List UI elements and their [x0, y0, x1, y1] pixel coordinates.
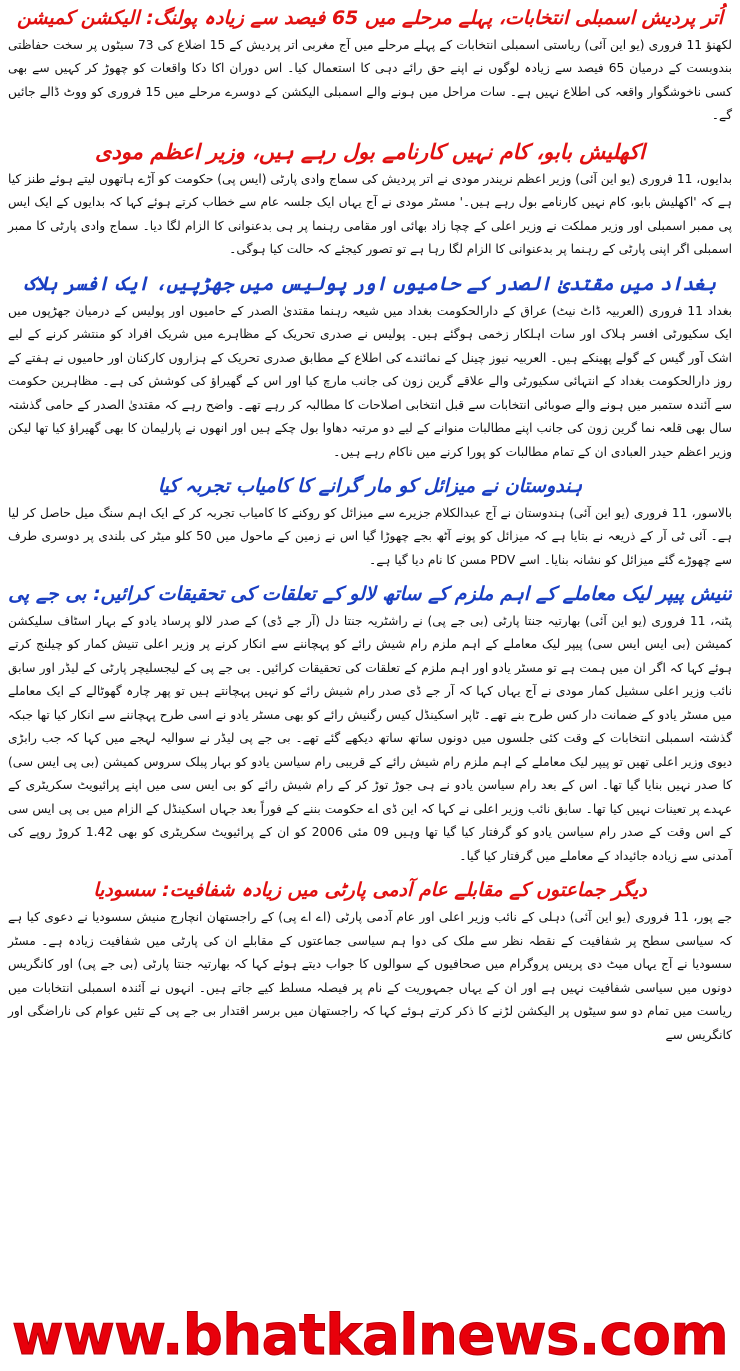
article-body: بغداد 11 فروری (العربیہ ڈاٹ نیٹ) عراق کے دارالحکومت بغداد میں شیعہ رہنما مقتدیٰ الصدر کے حامیوں اور پولیس کے درمیان جھڑپوں میں ایک سکیورٹی افسر ہلاک اور سات اہلکار زخمی ہوگئے ہیں۔ پولیس نے صدری تحریک کے مظاہرے میں شریک افراد کو منتشر کرنے کے لیے اشک آور گیس کے گولے پھینکے ہیں۔ العربیہ نیوز چینل کے نمائندے کی اطلاع کے مطابق صدری تحریک کے ہزاروں کارکنان اور حامیوں نے ہفتے کے روز دارالحکومت بغداد کے انتہائی سکیورٹی والے علاقے گرین زون کی جانب مارچ کیا اور اس کے گھیراؤ کی کوشش کی ہے۔ مظاہرین حکومت سے آئندہ ستمبر میں ہونے والے صوبائی انتخابات سے قبل انتخابی اصلاحات کا مطالبہ کر رہے تھے۔ واضح رہے کہ مقتدیٰ الصدر کے حامی گذشتہ سال بھی قلعہ نما گرین زون کی جانب اپنے مطالبات منوانے کے لیے دو مرتبہ دھاوا بول چکے ہیں اور انھوں نے پارلیمان کا بھی گھیراؤ کیا تھا لیکن وزیر اعظم حیدر العبادی ان کے تمام مطالبات کو پورا کرنے میں ناکام رہے ہیں۔ [8, 303, 733, 459]
headline: تنیش پیپر لیک معاملے کے اہم ملزم کے ساتھ لالو کے تعلقات کی تحقیقات کرائیں: بی جے پی [8, 583, 732, 606]
headline: دیگر جماعتوں کے مقابلے عام آدمی پارٹی میں زیادہ شفافیت: سسودیا [93, 879, 647, 902]
article-body: جے پور، 11 فروری (یو این آئی) دہلی کے نائب وزیر اعلی اور عام آدمی پارٹی (اے اے پی) کے راجستھان انچارج منیش سسودیا نے دعوی کیا ہے کہ سیاسی سطح پر شفافیت کے نقطہ نظر سے ملک کی دوا ہم سیاسی جماعتوں کے مقابلے ان کی پارٹی میں شفافیت زیادہ ہے۔ مسٹر سسودیا نے آج یہاں میٹ دی پریس پروگرام میں صحافیوں کے سوالوں کا جواب دیتے ہوئے کہا کہ بھارتیہ جنتا پارٹی (بی جے پی) اور کانگریس دونوں میں سیاسی شفافیت نہیں ہے اور ان کے یہاں جمہوریت کے نام پر فیصلہ مسلط کیے جاتے ہیں۔ انہوں نے آئندہ اسمبلی انتخابات میں ریاست میں تمام دو سو سیٹوں پر الیکشن لڑنے کا ذکر کرتے ہوئے کہا کہ راجستھان میں برسر اقتدار بی جے پی کے تئیں عوام کی ناراضگی اور کانگریس سے [8, 910, 732, 1042]
headline: ہندوستان نے میزائل کو مار گرانے کا کامیاب تجربہ کیا [157, 475, 583, 498]
article-election-polling [0, 0, 740, 128]
headline: اکھلیش بابو، کام نہیں کارنامے بول رہے ہیں، وزیر اعظم مودی [95, 139, 645, 164]
article-aap-transparency [0, 872, 740, 1047]
headline: اُتر پردیش اسمبلی انتخابات، پہلے مرحلے میں 65 فیصد سے زیادہ پولنگ: الیکشن کمیشن [16, 7, 724, 29]
article-body: پٹنہ، 11 فروری (یو این آئی) بھارتیہ جنتا پارٹی (بی جے پی) نے راشٹریہ جنتا دل (آر جے ڈی) کے صدر لالو پرساد یادو کے بہار اسٹاف سلیکشن کمیشن (بی ایس ایس سی) پیپر لیک معاملے کے اہم ملزم رام شیش رائے کو پہچاننے سے انکار کرنے پر وزیر اعلی تنیش کمار کو چیلنج کرتے ہوئے کہا کہ اگر ان میں ہمت ہے تو مسٹر یادو اور اہم ملزم کے تعلقات کی تحقیقات کرائیں۔ بی جے پی کے لیجسلیچر پارٹی کے لیڈر اور سابق نائب وزیر اعلی سشیل کمار مودی نے آج یہاں کہا کہ آر جے ڈی صدر رام شیش رائے کو نہیں پہچانتے ہیں تو پھر چارہ گھوٹالے کے ایک معاملے میں مسٹر یادو کے ضمانت دار کس طرح بنے تھے۔ ٹاپر اسکینڈل کیس رگنیش رائے کو بھی مسٹر یادو نے اسی طرح پہچاننے سے انکار کیا تھا جبکہ گذشتہ اسمبلی انتخابات کے وقت کئی جلسوں میں دونوں ساتھ ساتھ دیکھے گئے تھے۔ بی جے پی لیڈر نے سوالیہ لہجے میں کہا کہ جب رابڑی دیوی وزیر اعلی تھیں تو پیپر لیک معاملے کے اہم ملزم رام شیش رائے کے قریبی رام سیاسن یادو کو بہار پبلک سروس کمیشن (بی پی ایس سی) کا صدر نہیں بنایا گیا تھا۔ اس کے بعد رام سیاسن یادو نے ہی جوڑ توڑ کر کے رام شیش رائے کو بی ایس سی میں اپنے پرائیویٹ سکریٹری کے عہدے پر تعینات نہیں کیا تھا۔ سابق نائب وزیر اعلی نے کہا کہ این ڈی اے حکومت بننے کے فوراً بعد جہاں اسکینڈل کے الزام میں بی پی ایس سی کے اس وقت کے صدر رام سیاسن یادو کو گرفتار کیا گیا تھا وہیں 09 مئی 2006 کو ان کے پرائیویٹ سکریٹری کو بھی 1.42 کروڑ روپے کی آمدنی سے زیادہ جائیداد کے معاملے میں گرفتار کیا گیا۔ [8, 613, 732, 863]
article-paper-leak [0, 576, 740, 868]
article-body: بدایوں، 11 فروری (یو این آئی) وزیر اعظم نریندر مودی نے اتر پردیش کی سماج وادی پارٹی (ایس پی) حکومت کو آڑے ہاتھوں لیتے ہوئے طنز کیا ہے کہ 'اکھلیش بابو، کام نہیں کارنامے بول رہے ہیں۔' مسٹر مودی نے آج یہاں ایک جلسہ عام سے خطاب کرتے ہوئے کہا کہ بدایوں کے ایک ایس پی ممبر اسمبلی اور وزیر مملکت نے وزیر اعلی کے چچا زاد بھائی اور مقامی رہنما پر ہی بدعنوانی کا الزام لگا دیا۔ سماج وادی پارٹی کا ممبر اسمبلی اگر اپنی پارٹی کے رہنما پر بدعنوانی کا الزام لگا رہا ہے تو تصور کیجئے کہ حالت کیا ہوگی۔ [8, 171, 732, 257]
headline: بغداد میں مقتدیٰ الصدر کے حامیوں اور پولیس میں جھڑپیں، ایک افسر ہلاک [24, 272, 716, 295]
article-body: بالاسور، 11 فروری (یو این آئی) ہندوستان نے آج عبدالکلام جزیرے سے میزائل کو روکنے کا کامیاب تجربہ کر کے ایک اہم سنگ میل حاصل کر لیا ہے۔ آئی ٹی آر کے ذریعہ نے بتایا ہے کہ میزائل کو پونے آٹھ بجے چھوڑا گیا اس نے زمین کے ماحول میں 50 کلو میٹر کی بلندی پر دوسری طرف سے چھوڑے گئے میزائل کو نشانہ بنایا۔ اسے PDV مسن کا نام دیا گیا ہے۔ [8, 505, 732, 567]
article-missile-test [0, 468, 740, 572]
article-modi-akhilesh [0, 132, 740, 262]
article-body: لکھنؤ 11 فروری (یو این آئی) ریاستی اسمبلی انتخابات کے پہلے مرحلے میں آج مغربی اتر پردیش کے 15 اضلاع کی 73 سیٹوں پر سخت حفاظتی بندوبست کے درمیان 65 فیصد سے زیادہ لوگوں نے اپنے حق رائے دہی کا استعمال کیا۔ اس دوران اکا دکا واقعات کو چھوڑ کر کہیں سے بھی کسی ناخوشگوار واقعہ کی اطلاع نہیں ہے۔ سات مراحل میں ہونے والے اسمبلی الیکشن کے دوسرے مرحلے میں 15 فروری کو ووٹ ڈالے جائیں گے۔ [8, 37, 732, 123]
site-logo[interactable]: www.bhatkalnews.com [11, 1303, 729, 1368]
article-baghdad-clashes [0, 266, 740, 464]
footer-banner [0, 1300, 740, 1371]
